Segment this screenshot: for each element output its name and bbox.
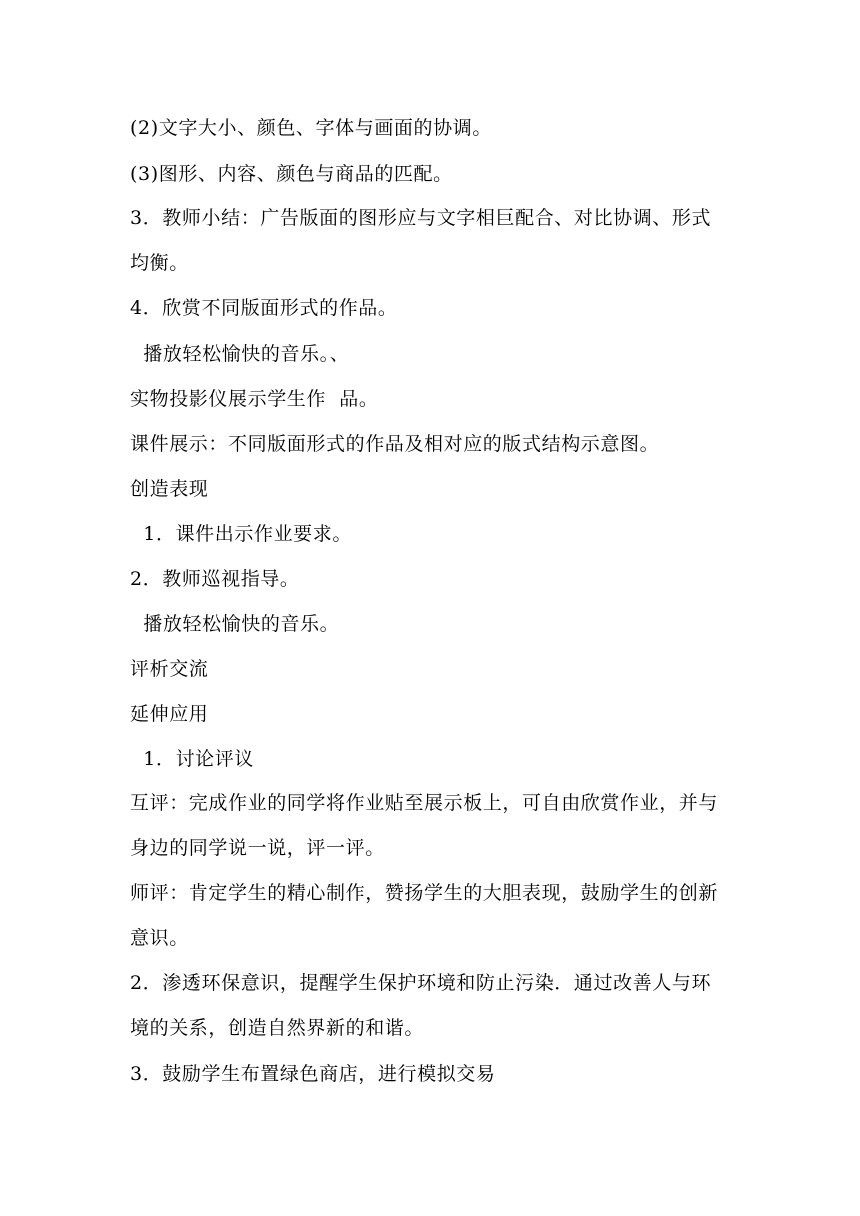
text-line-20: 2．渗透环保意识，提醒学生保护环境和防止污染．通过改善人与环 [130, 972, 712, 994]
text-line-4: 均衡。 [130, 252, 189, 274]
section-heading-create: 创造表现 [130, 478, 209, 500]
text-line-7: 实物投影仪展示学生作 品。 [130, 388, 379, 410]
text-line-18: 师评：肯定学生的精心制作，赞扬学生的大胆表现，鼓励学生的创新 [130, 882, 719, 904]
text-line-3: 3．教师小结：广告版面的图形应与文字相巨配合、对比协调、形式 [130, 207, 712, 229]
text-line-15: 1．讨论评议 [130, 748, 254, 770]
text-line-6: 播放轻松愉快的音乐。、 [130, 343, 350, 365]
section-heading-review: 评析交流 [130, 658, 209, 680]
section-heading-extend: 延伸应用 [130, 703, 209, 725]
text-line-10: 1．课件出示作业要求。 [130, 523, 352, 545]
text-line-22: 3．鼓励学生布置绿色商店，进行模拟交易 [130, 1063, 496, 1085]
text-line-11: 2．教师巡视指导。 [130, 568, 300, 590]
text-line-17: 身边的同学说一说，评一评。 [130, 837, 385, 859]
text-line-21: 境的关系，创造自然界新的和谐。 [130, 1017, 425, 1039]
text-line-8: 课件展示：不同版面形式的作品及相对应的版式结构示意图。 [130, 433, 660, 455]
text-line-16: 互评：完成作业的同学将作业贴至展示板上，可自由欣赏作业，并与 [130, 792, 719, 814]
text-line-12: 播放轻松愉快的音乐。 [130, 613, 340, 635]
text-line-5: 4．欣赏不同版面形式的作品。 [130, 297, 398, 319]
text-line-19: 意识。 [130, 927, 189, 949]
text-line-1: (2)文字大小、颜色、字体与画面的协调。 [130, 117, 492, 139]
text-line-2: (3)图形、内容、颜色与商品的匹配。 [130, 163, 453, 185]
